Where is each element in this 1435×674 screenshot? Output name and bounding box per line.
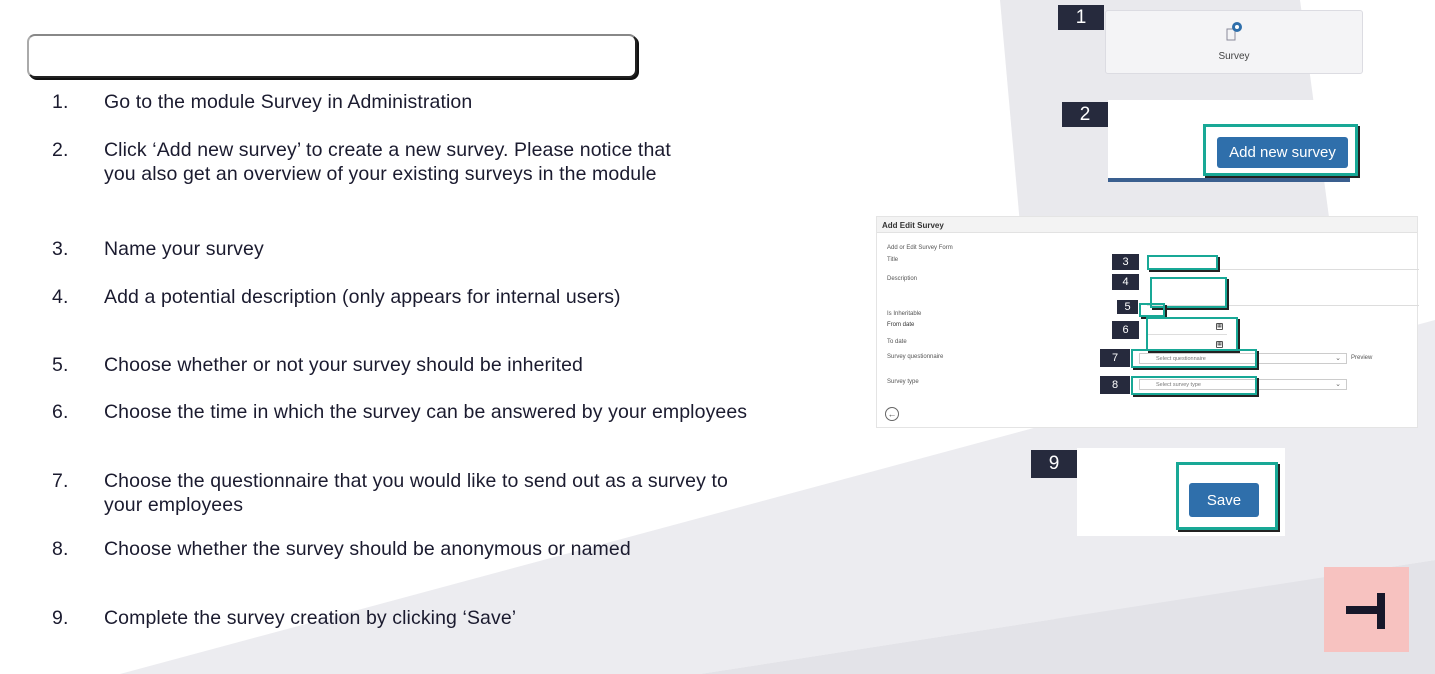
survey-type-select[interactable]: Select survey type ⌄	[1139, 379, 1347, 390]
panel-bar	[1108, 178, 1350, 182]
step-item: 3. Name your survey	[52, 238, 264, 260]
highlight-frame	[1147, 255, 1218, 270]
inheritable-label: Is Inheritable	[887, 311, 922, 317]
step-badge: 1	[1058, 5, 1104, 30]
step-item: 2. Click ‘Add new survey’ to create a new survey. Please notice that you also get an overview of your existing surveys in the module	[52, 139, 671, 185]
survey-type-label: Survey type	[887, 379, 919, 385]
highlight-frame	[1203, 124, 1358, 176]
highlight-frame	[1131, 349, 1257, 368]
step-item: 8. Choose whether the survey should be anonymous or named	[52, 538, 631, 560]
title-label: Title	[887, 257, 899, 263]
calendar-icon[interactable]: ▦	[1217, 341, 1222, 347]
survey-module-tile[interactable]	[1105, 10, 1363, 74]
description-label: Description	[887, 276, 918, 282]
chevron-down-icon: ⌄	[1335, 355, 1341, 362]
highlight-frame	[1131, 376, 1257, 395]
step-badge: 3	[1112, 254, 1139, 270]
form-header: Add Edit Survey	[877, 217, 1417, 233]
add-new-survey-button[interactable]: Add new survey	[1217, 137, 1348, 168]
step-item: 1. Go to the module Survey in Administration	[52, 91, 473, 113]
highlight-frame	[1139, 303, 1165, 317]
step-badge: 6	[1112, 321, 1139, 339]
step-badge: 8	[1100, 376, 1130, 394]
form-subtitle: Add or Edit Survey Form	[887, 245, 953, 251]
from-date-label: From date	[887, 322, 915, 328]
questionnaire-label: Survey questionnaire	[887, 354, 944, 360]
to-date-label: To date	[887, 339, 907, 345]
step-badge: 5	[1117, 300, 1138, 314]
logo-mark	[1377, 593, 1385, 629]
questionnaire-select[interactable]: Select questionnaire ⌄	[1139, 353, 1347, 364]
step-item: 6. Choose the time in which the survey can be answered by your employees	[52, 401, 748, 423]
highlight-frame	[1176, 462, 1278, 530]
calendar-icon[interactable]: ▦	[1217, 323, 1222, 329]
step-item: 5. Choose whether or not your survey should be inherited	[52, 354, 583, 376]
survey-tile-label: Survey	[1218, 51, 1250, 62]
title-box	[27, 34, 637, 78]
step-badge: 7	[1100, 349, 1130, 367]
preview-link[interactable]: Preview	[1351, 355, 1373, 361]
step-item: 4. Add a potential description (only appears for internal users)	[52, 286, 621, 308]
save-button[interactable]: Save	[1189, 483, 1259, 517]
step-item: 9. Complete the survey creation by clicking ‘Save’	[52, 607, 517, 629]
back-arrow-icon[interactable]: ←	[885, 407, 899, 421]
step-badge: 4	[1112, 274, 1139, 290]
step-item: 7. Choose the questionnaire that you would like to send out as a survey to your employees	[52, 470, 728, 516]
brand-logo	[1324, 567, 1409, 652]
step-badge: 2	[1062, 102, 1108, 127]
survey-icon	[1226, 21, 1244, 41]
chevron-down-icon: ⌄	[1335, 381, 1341, 388]
highlight-frame	[1146, 317, 1238, 351]
step-badge: 9	[1031, 450, 1077, 478]
